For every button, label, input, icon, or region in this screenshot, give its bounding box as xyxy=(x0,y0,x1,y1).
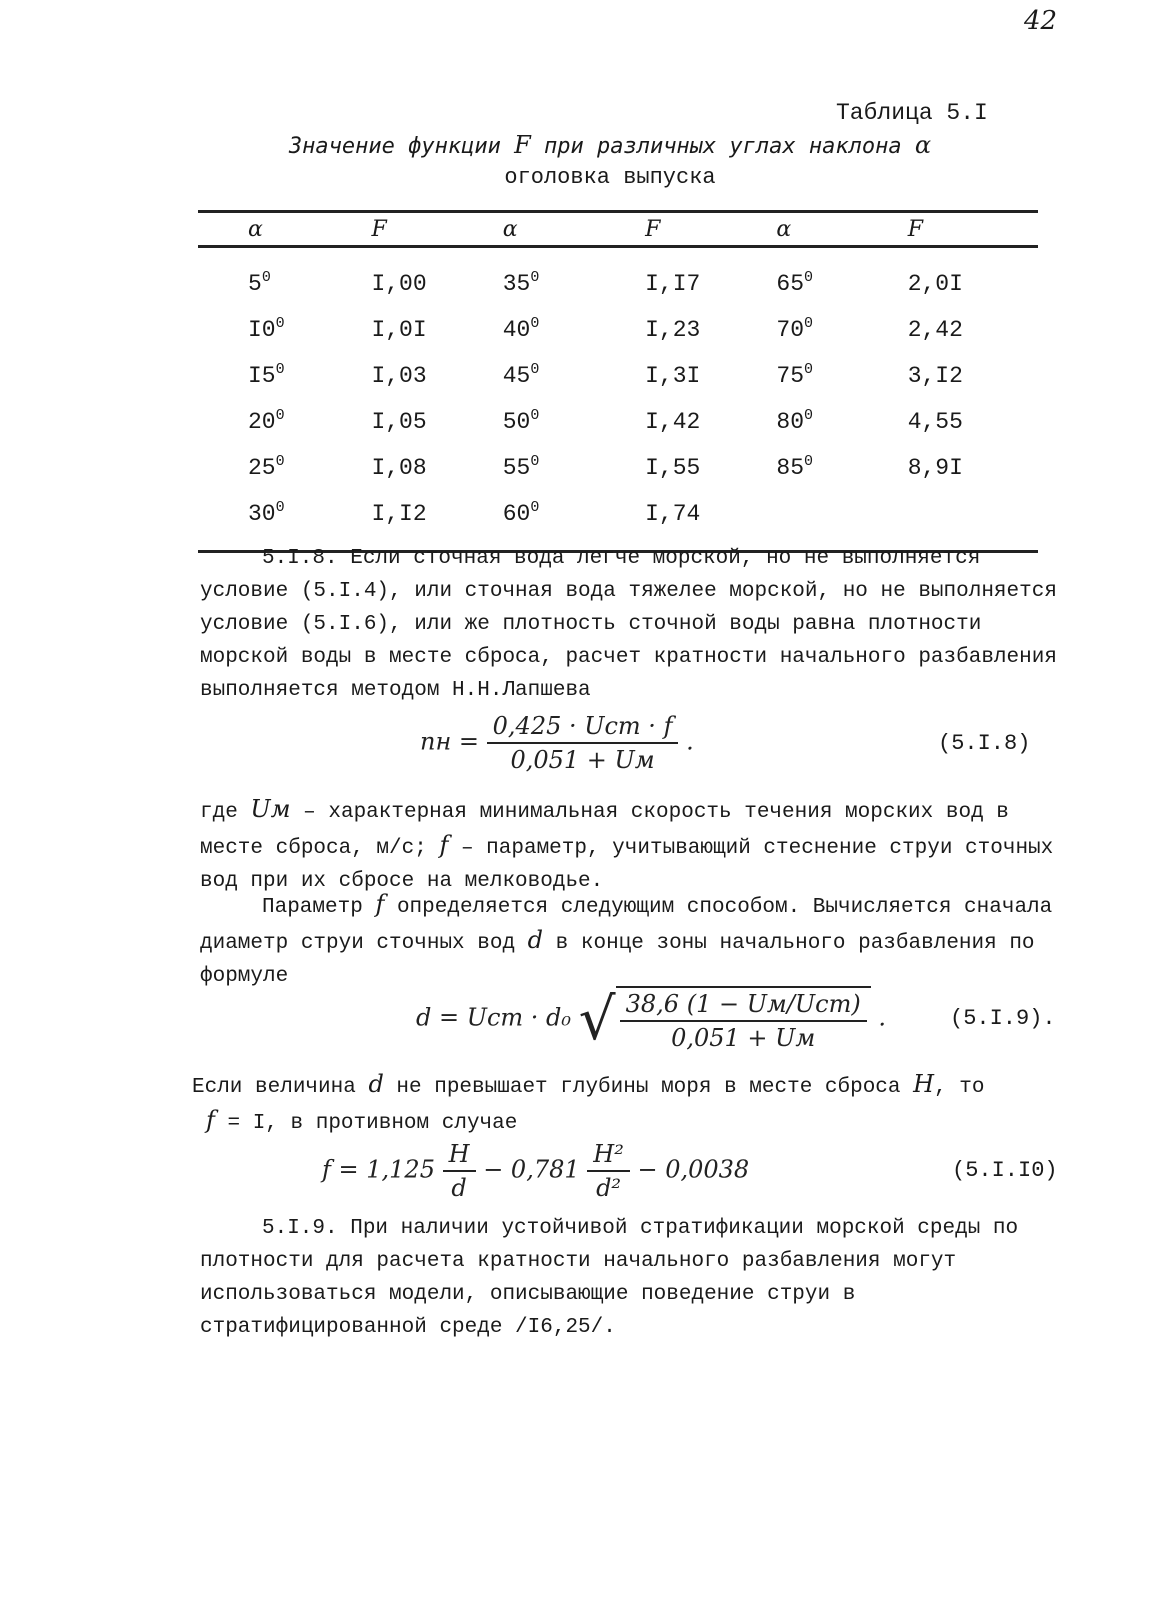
function-value-cell xyxy=(370,353,501,399)
function-value: 4,55 xyxy=(907,409,963,435)
function-value: I,I7 xyxy=(645,271,701,297)
angle-value: 25 xyxy=(248,455,276,481)
angle-value: I0 xyxy=(248,317,276,343)
paragraph-5-1-9-text: 5.I.9. При наличии устойчивой стратификации морской среды по плотности для расчета кратности начального разбавления могут использоваться модели, описывающие поведение струи в стратифицированной среде /I6,25/. xyxy=(200,1217,1019,1339)
angle-value: 55 xyxy=(502,455,531,481)
function-value: I,42 xyxy=(645,409,701,435)
angle-cell xyxy=(198,399,370,445)
angle-value: 60 xyxy=(502,501,531,527)
formula-5-1-8-tail: . xyxy=(686,727,694,756)
degree-sign: 0 xyxy=(530,269,540,286)
function-value: 8,9I xyxy=(907,455,963,481)
table-row xyxy=(198,307,1038,353)
formula-5-1-8-numerator: 0,425 · Uст · f xyxy=(487,712,679,744)
if-symbol-h: H xyxy=(913,1070,935,1098)
angle-cell xyxy=(775,445,906,491)
degree-sign: 0 xyxy=(275,499,285,516)
function-value: I,03 xyxy=(371,363,427,389)
header-f-2: F xyxy=(644,212,775,247)
angle-cell xyxy=(502,247,644,308)
caption-symbol-F: F xyxy=(514,131,531,159)
angle-cell xyxy=(198,307,370,353)
function-value: 3,I2 xyxy=(907,363,963,389)
formula-5-1-9-tail: . xyxy=(878,1003,886,1032)
formula-5-1-10-frac1-den: d xyxy=(451,1174,467,1202)
degree-sign: 0 xyxy=(530,499,540,516)
angle-value: 30 xyxy=(248,501,276,527)
formula-5-1-10-frac1-num: H xyxy=(443,1140,476,1172)
function-value: I,0I xyxy=(371,317,427,343)
table-header-row xyxy=(198,212,1038,247)
where-text-3: – параметр, учитывающий стеснение струи сточных вод при их сбросе на мелководье. xyxy=(200,837,1054,893)
param-symbol-f: f xyxy=(375,890,385,918)
paragraph-if xyxy=(192,1068,1052,1140)
formula-5-1-10-fraction-2 xyxy=(587,1140,630,1202)
degree-sign: 0 xyxy=(530,315,540,332)
angle-value: 35 xyxy=(502,271,531,297)
function-value-cell xyxy=(370,399,501,445)
param-text-1: Параметр xyxy=(262,896,363,919)
angle-cell xyxy=(502,353,644,399)
paragraph-parameter xyxy=(200,888,1060,993)
angle-value: 70 xyxy=(776,317,805,343)
formula-5-1-9 xyxy=(416,986,886,1052)
degree-sign: 0 xyxy=(275,361,285,378)
header-f-1: F xyxy=(370,212,501,247)
formula-5-1-10-tail: − 0,0038 xyxy=(637,1155,750,1184)
caption-text-middle: при различных углах наклона xyxy=(543,134,902,159)
function-value: I,05 xyxy=(371,409,427,435)
degree-sign: 0 xyxy=(530,407,540,424)
angle-value: 75 xyxy=(776,363,805,389)
angle-cell xyxy=(502,307,644,353)
angle-cell xyxy=(775,399,906,445)
formula-5-1-10-frac2-num: H² xyxy=(587,1140,630,1172)
table-label: Таблица 5.I xyxy=(836,100,988,126)
function-value-cell xyxy=(907,247,1038,308)
angle-cell xyxy=(502,445,644,491)
table-row xyxy=(198,353,1038,399)
where-symbol-um: Uм xyxy=(250,795,291,823)
table-row xyxy=(198,399,1038,445)
paragraph-where xyxy=(200,793,1060,898)
degree-sign: 0 xyxy=(804,361,814,378)
table-caption-line1 xyxy=(200,130,1020,162)
where-symbol-f: f xyxy=(439,831,449,859)
function-value: I,08 xyxy=(371,455,427,481)
if-text-1: Если величина xyxy=(192,1076,356,1099)
degree-sign: 0 xyxy=(275,315,285,332)
degree-sign: 0 xyxy=(804,407,814,424)
angle-cell xyxy=(502,399,644,445)
function-value: 2,42 xyxy=(907,317,963,343)
table-caption-line2: оголовка выпуска xyxy=(504,165,716,190)
function-value-cell xyxy=(370,445,501,491)
function-value: I,55 xyxy=(645,455,701,481)
function-value-cell xyxy=(907,353,1038,399)
degree-sign: 0 xyxy=(804,269,814,286)
function-value: I,I2 xyxy=(371,501,427,527)
page-number: 42 xyxy=(1024,6,1058,36)
if-text-2: не превышает глубины моря в месте сброса xyxy=(396,1076,901,1099)
header-angle-1: α xyxy=(198,212,370,247)
angle-value: 80 xyxy=(776,409,805,435)
param-symbol-d: d xyxy=(527,926,544,954)
header-angle-3: α xyxy=(775,212,906,247)
angle-cell xyxy=(775,353,906,399)
formula-5-1-10 xyxy=(322,1140,749,1202)
formula-5-1-9-denominator: 0,051 + Uм xyxy=(671,1024,816,1052)
function-values-table xyxy=(198,210,1038,553)
angle-value: I5 xyxy=(248,363,276,389)
param-text-3: в конце зоны начального разбавления по формуле xyxy=(200,932,1035,988)
formula-5-1-8 xyxy=(420,712,694,774)
formula-5-1-10-frac2-den: d² xyxy=(596,1174,622,1202)
degree-sign: 0 xyxy=(261,269,271,286)
table-row xyxy=(198,247,1038,308)
angle-value: 20 xyxy=(248,409,276,435)
function-value-cell xyxy=(907,399,1038,445)
square-root-icon: √ xyxy=(578,985,616,1053)
degree-sign: 0 xyxy=(275,453,285,470)
paragraph-5-1-8-text: 5.I.8. Если сточная вода легче морской, но не выполняется условие (5.I.4), или сточная вода тяжелее морской, но не выполняется условие (5.I.6), или же плотность сточной воды равна плотности морской воды в месте сброса, расчет кратности начального разбавления выполняется методом Н.Н.Лапшева xyxy=(200,547,1057,702)
if-text-4: = I, в противном случае xyxy=(227,1112,518,1135)
function-value-cell xyxy=(907,445,1038,491)
caption-text-start: Значение функции xyxy=(288,134,501,159)
where-text-2: – характерная минимальная скорость течения морских вод в месте сброса, м/с; xyxy=(200,801,1009,860)
function-value: I,23 xyxy=(645,317,701,343)
function-value-cell xyxy=(644,353,775,399)
angle-cell xyxy=(775,307,906,353)
table-body xyxy=(198,247,1038,552)
angle-value: 45 xyxy=(502,363,531,389)
degree-sign: 0 xyxy=(804,315,814,332)
function-value-cell xyxy=(644,307,775,353)
angle-value: 50 xyxy=(502,409,531,435)
degree-sign: 0 xyxy=(530,453,540,470)
paragraph-5-1-8 xyxy=(200,542,1060,707)
angle-value: 65 xyxy=(776,271,805,297)
param-text-2: определяется следующим способом. Вычисляется сначала диаметр струи сточных вод xyxy=(200,896,1053,955)
function-value-cell xyxy=(644,399,775,445)
function-value-cell xyxy=(370,247,501,308)
formula-5-1-8-lhs: nн = xyxy=(420,727,480,756)
angle-value: 5 xyxy=(248,271,262,297)
function-value-cell xyxy=(644,445,775,491)
if-symbol-f: f xyxy=(206,1106,215,1134)
formula-5-1-10-fraction-1 xyxy=(443,1140,476,1202)
if-symbol-d: d xyxy=(368,1070,384,1098)
header-angle-2: α xyxy=(502,212,644,247)
equation-number-5-1-10: (5.I.I0) xyxy=(952,1158,1058,1183)
function-value: 2,0I xyxy=(907,271,963,297)
angle-cell xyxy=(198,353,370,399)
function-value: I,74 xyxy=(645,501,701,527)
where-text-1: где xyxy=(200,801,238,824)
formula-5-1-8-denominator: 0,051 + Uм xyxy=(510,746,655,774)
caption-symbol-alpha: α xyxy=(914,131,932,159)
equation-number-5-1-8: (5.I.8) xyxy=(938,731,1031,756)
formula-5-1-9-numerator: 38,6 (1 − Uм/Uст) xyxy=(620,990,867,1022)
formula-5-1-8-fraction xyxy=(487,712,679,774)
angle-value: 40 xyxy=(502,317,531,343)
formula-5-1-9-sqrt xyxy=(579,986,871,1052)
table-caption xyxy=(200,130,1020,193)
if-text-3: , то xyxy=(934,1076,985,1099)
formula-5-1-9-fraction xyxy=(616,986,871,1052)
paragraph-5-1-9 xyxy=(200,1212,1060,1344)
equation-number-5-1-9: (5.I.9). xyxy=(950,1006,1056,1031)
angle-cell xyxy=(198,247,370,308)
function-value: I,3I xyxy=(645,363,701,389)
table-row xyxy=(198,445,1038,491)
degree-sign: 0 xyxy=(275,407,285,424)
angle-cell xyxy=(198,445,370,491)
header-f-3: F xyxy=(907,212,1038,247)
function-value-cell xyxy=(644,247,775,308)
function-value: I,00 xyxy=(371,271,427,297)
degree-sign: 0 xyxy=(804,453,814,470)
formula-5-1-10-mid: − 0,781 xyxy=(483,1155,580,1184)
angle-value: 85 xyxy=(776,455,805,481)
function-value-cell xyxy=(907,307,1038,353)
angle-cell xyxy=(775,247,906,308)
formula-5-1-10-lhs: f = 1,125 xyxy=(322,1155,435,1184)
degree-sign: 0 xyxy=(530,361,540,378)
formula-5-1-9-lhs: d = Uст · d₀ xyxy=(416,1003,572,1032)
function-value-cell xyxy=(370,307,501,353)
